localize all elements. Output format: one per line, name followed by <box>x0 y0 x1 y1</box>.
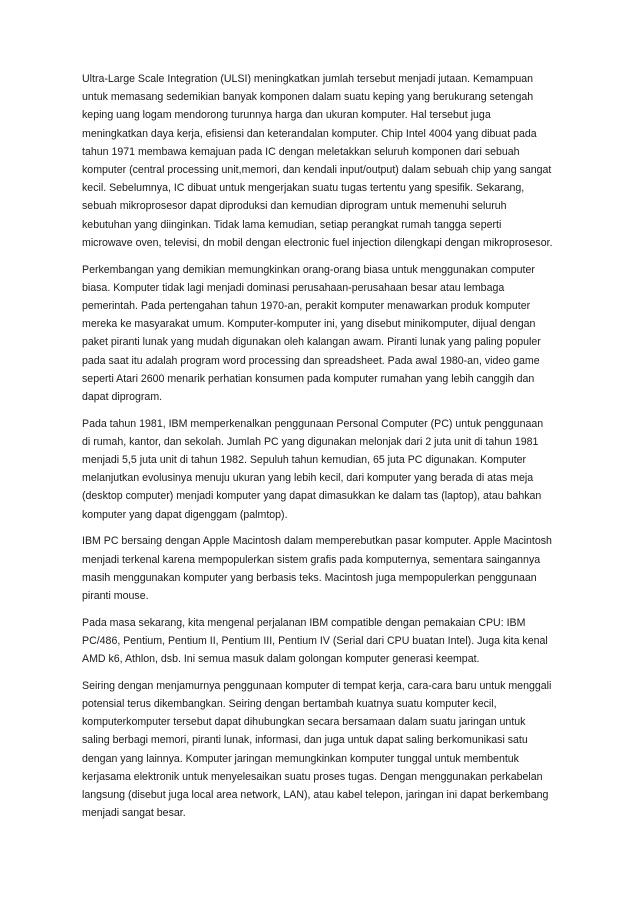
paragraph-ibm-pc-1981: Pada tahun 1981, IBM memperkenalkan penggunaan Personal Computer (PC) untuk penggunaan di rumah, kantor, dan sekolah. Jumlah PC yang digunakan melonjak dari 2 juta unit di tahun 1981 menjadi 5,5 juta unit di tahun 1982. Sepuluh tahun kemudian, 65 juta PC digunakan. Komputer melanjutkan evolusinya menuju ukuran yang lebih kecil, dari komputer yang berada di atas meja (desktop computer) menjadi komputer yang dapat dimasukkan ke dalam tas (laptop), atau bahkan komputer yang dapat digenggam (palmtop). <box>82 417 544 521</box>
paragraph-personal-use: Perkembangan yang demikian memungkinkan orang-orang biasa untuk menggunakan computer biasa. Komputer tidak lagi menjadi dominasi perusahaan-perusahaan besar atau lembaga pemerintah. Pada pertengahan tahun 1970-an, perakit komputer menawarkan produk komputer mereka ke masyarakat umum. Komputer-komputer ini, yang disebut minikomputer, dijual dengan paket piranti lunak yang mudah digunakan oleh kalangan awam. Piranti lunak yang paling populer pada saat itu adalah program word processing dan spreadsheet. Pada awal 1980-an, video game seperti Atari 2600 menarik perhatian konsumen pada komputer rumahan yang lebih canggih dan dapat diprogram. <box>82 263 541 403</box>
paragraph-apple-macintosh: IBM PC bersaing dengan Apple Macintosh dalam memperebutkan pasar komputer. Apple Macintosh menjadi terkenal karena mempopulerkan sistem grafis pada komputernya, sementara saingannya masih menggunakan komputer yang berbasis teks. Macintosh juga mempopulerkan penggunaan piranti mouse. <box>82 535 552 602</box>
paragraph-ibm-compatible: Pada masa sekarang, kita mengenal perjalanan IBM compatible dengan pemakaian CPU: IBM PC/486, Pentium, Pentium II, Pentium III, Pentium IV (Serial dari CPU buatan Intel). Juga kita kenal AMD k6, Athlon, dsb. Ini semua masuk dalam golongan komputer generasi keempat. <box>82 616 548 666</box>
paragraph-networking: Seiring dengan menjamurnya penggunaan komputer di tempat kerja, cara-cara baru untuk menggali potensial terus dikembangkan. Seiring dengan bertambah kuatnya suatu komputer kecil, komputerkomputer tersebut dapat dihubungkan secara bersamaan dalam suatu jaringan untuk saling berbagi memori, piranti lunak, informasi, dan juga untuk dapat saling berkomunikasi satu dengan yang lainnya. Komputer jaringan memungkinkan komputer tunggal untuk membentuk kerjasama elektronik untuk menyelesaikan suatu proses tugas. Dengan menggunakan perkabelan langsung (disebut juga local area network, LAN), atau kabel telepon, jaringan ini dapat berkembang menjadi sangat besar. <box>82 679 552 820</box>
paragraph-ulsi: Ultra-Large Scale Integration (ULSI) meningkatkan jumlah tersebut menjadi jutaan. Kemampuan untuk memasang sedemikian banyak komponen dalam suatu keping yang berukurang setengah keping uang logam mendorong turunnya harga dan ukuran komputer. Hal tersebut juga meningkatkan daya kerja, efisiensi dan keterandalan komputer. Chip Intel 4004 yang dibuat pada tahun 1971 membawa kemajuan pada IC dengan meletakkan seluruh komponen dari sebuah komputer (central processing unit,memori, dan kendali input/output) dalam sebuah chip yang sangat kecil. Sebelumnya, IC dibuat untuk mengerjakan suatu tugas tertentu yang spesifik. Sekarang, sebuah mikroprosesor dapat diproduksi dan kemudian diprogram untuk memenuhi seluruh kebutuhan yang diinginkan. Tidak lama kemudian, setiap perangkat rumah tangga seperti microwave oven, televisi, dn mobil dengan electronic fuel injection dilengkapi dengan mikroprosesor. <box>82 73 553 249</box>
